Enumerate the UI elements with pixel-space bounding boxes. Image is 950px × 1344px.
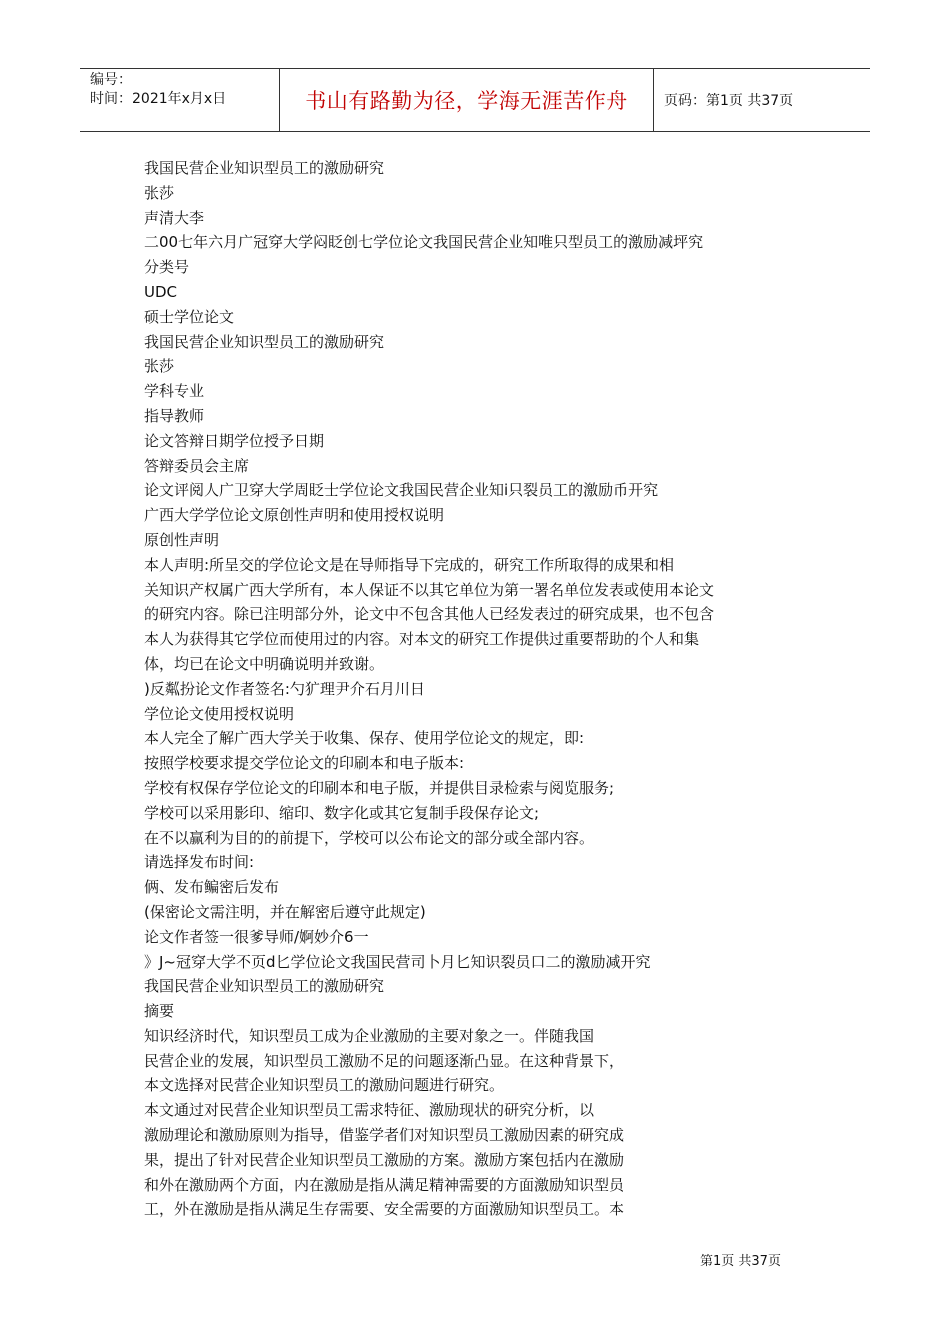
text-line: 工，外在激励是指从满足生存需要、安全需要的方面激励知识型员工。本	[144, 1200, 625, 1219]
text-line: 体，均已在论文中明确说明并致谢。	[144, 654, 385, 673]
text-line: 本人声明:所呈交的学位论文是在导师指导下完成的，研究工作所取得的成果和相	[144, 555, 675, 574]
text-line: 张莎	[144, 183, 175, 202]
text-line: 学校可以采用影印、缩印、数字化或其它复制手段保存论文;	[144, 803, 540, 822]
text-line: 论文答辩日期学位授予日期	[144, 431, 325, 450]
text-line: 我国民营企业知识型员工的激励研究	[144, 332, 385, 351]
text-line: 学校有权保存学位论文的印刷本和电子版，并提供目录检索与阅览服务;	[144, 778, 615, 797]
text-line: 本人完全了解广西大学关于收集、保存、使用学位论文的规定，即:	[144, 729, 585, 748]
text-line: 二00七年六月广冠穿大学闷眨创七学位论文我国民营企业知唯只型员工的激励减坪究	[144, 233, 704, 252]
footer-page-info: 第1页 共37页	[700, 1254, 781, 1269]
header-page-info: 页码：第1页 共37页	[664, 93, 794, 109]
header-meta	[80, 69, 280, 131]
time-label: 时间：2021年x月x日	[90, 91, 227, 107]
text-line: 广西大学学位论文原创性声明和使用授权说明	[144, 506, 445, 525]
text-line: 分类号	[144, 258, 190, 277]
text-line: 》J~冠穿大学不页d匕学位论文我国民营司卜月匕知识裂员口二的激励减开究	[144, 952, 651, 971]
text-line: 本文选择对民营企业知识型员工的激励问题进行研究。	[144, 1076, 505, 1095]
text-line: 按照学校要求提交学位论文的印刷本和电子版本:	[144, 754, 465, 773]
text-line: 声清大李	[144, 208, 205, 227]
text-line: 硕士学位论文	[144, 307, 235, 326]
text-line: 本人为获得其它学位而使用过的内容。对本文的研究工作提供过重要帮助的个人和集	[144, 630, 700, 649]
text-line: )反粼扮论文作者签名:勺犷理尹介石月川日	[144, 679, 425, 698]
text-line: 我国民营企业知识型员工的激励研究	[144, 159, 385, 177]
text-line: 民营企业的发展，知识型员工激励不足的问题逐渐凸显。在这种背景下，	[144, 1051, 625, 1070]
document-body	[144, 156, 794, 1222]
text-line: 论文作者签一很爹导师/婀妙介6一	[144, 927, 369, 946]
number-label: 编号：	[90, 72, 132, 88]
text-line: 原创性声明	[144, 530, 220, 549]
page-header	[80, 68, 870, 132]
text-line: 的研究内容。除已注明部分外，论文中不包含其他人已经发表过的研究成果，也不包含	[144, 605, 715, 624]
text-line: 本文通过对民营企业知识型员工需求特征、激励现状的研究分析，以	[144, 1101, 595, 1120]
text-line: 我国民营企业知识型员工的激励研究	[144, 977, 385, 996]
text-line: 关知识产权属广西大学所有，本人保证不以其它单位为第一署名单位发表或使用本论文	[144, 580, 715, 599]
text-line: 和外在激励两个方面，内在激励是指从满足精神需要的方面激励知识型员	[144, 1175, 625, 1194]
text-line: 果，提出了针对民营企业知识型员工激励的方案。激励方案包括内在激励	[144, 1150, 625, 1169]
text-line: 学科专业	[144, 382, 205, 401]
text-line: 指导教师	[144, 406, 205, 425]
text-line: 请选择发布时间:	[144, 853, 255, 872]
text-line: 激励理论和激励原则为指导，借鉴学者们对知识型员工激励因素的研究成	[144, 1126, 625, 1145]
text-line: 论文评阅人广卫穿大学周眨士学位论文我国民营企业知i只裂员工的激励币开究	[144, 481, 659, 500]
text-line: 知识经济时代，知识型员工成为企业激励的主要对象之一。伴随我国	[144, 1026, 595, 1045]
text-line: 答辩委员会主席	[144, 456, 250, 475]
text-line: (保密论文需注明，并在解密后遵守此规定)	[144, 902, 426, 921]
header-motto: 书山有路勤为径，学海无涯苦作舟	[280, 69, 654, 131]
text-line: UDC	[144, 282, 178, 301]
text-line: 俩、发布鳊密后发布	[144, 878, 280, 897]
text-line: 在不以赢利为目的的前提下，学校可以公布论文的部分或全部内容。	[144, 828, 595, 847]
text-line: 张莎	[144, 357, 175, 376]
text-line: 学位论文使用授权说明	[144, 704, 295, 723]
text-line: 摘要	[144, 1002, 175, 1021]
